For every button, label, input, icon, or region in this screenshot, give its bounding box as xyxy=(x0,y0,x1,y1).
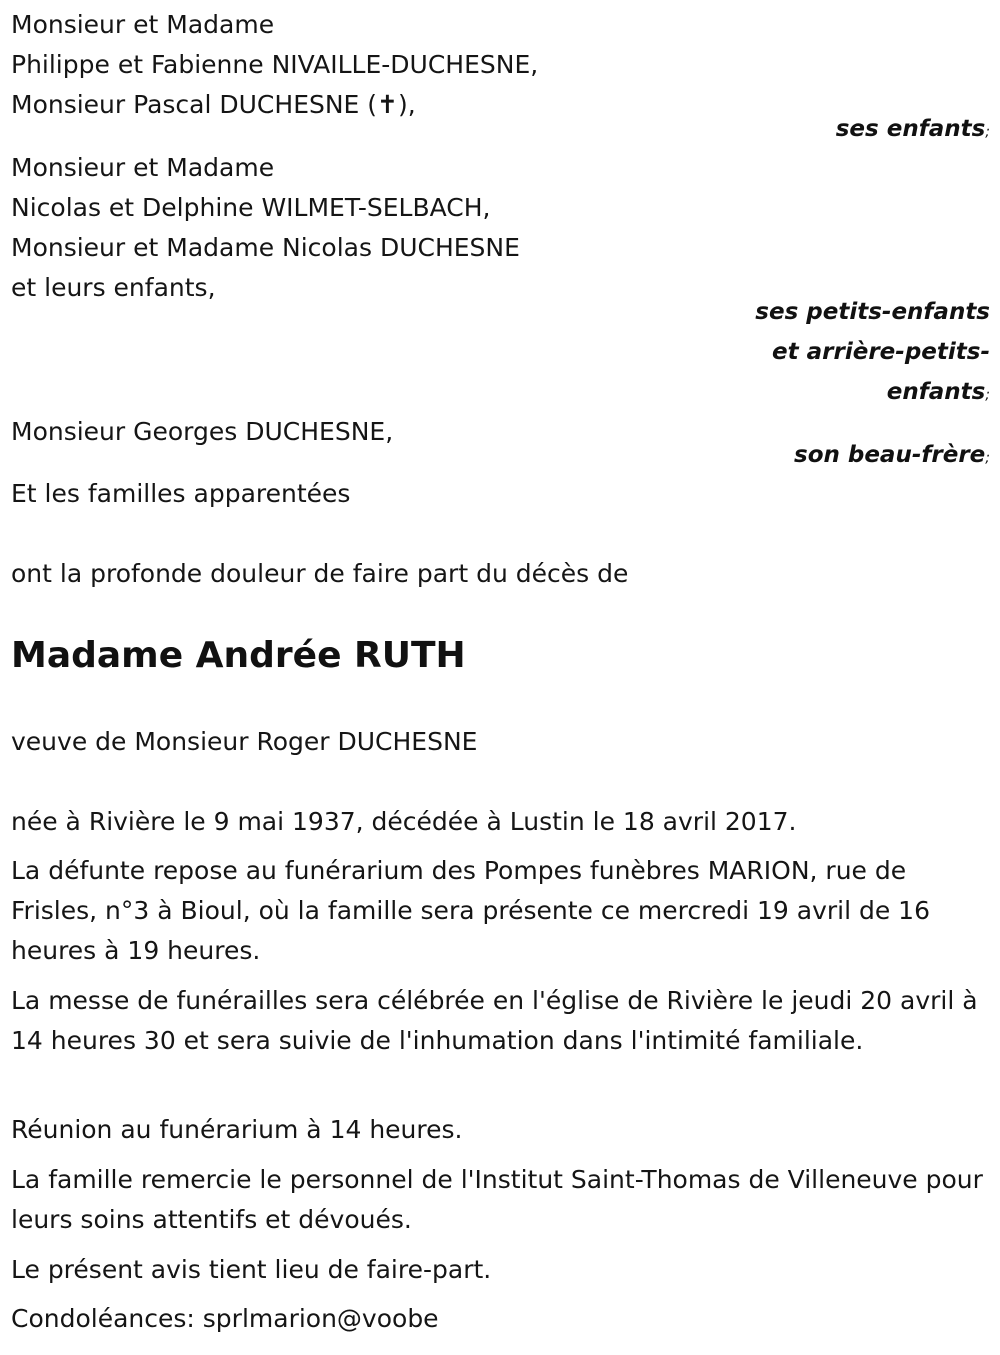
relationship-label-grandchildren: et arrière-petits- xyxy=(772,339,990,365)
announcement-intro: ont la profonde douleur de faire part du décès de xyxy=(11,559,629,588)
family-line: Monsieur et Madame Nicolas DUCHESNE xyxy=(11,233,520,262)
funeral-mass-paragraph: La messe de funérailles sera célébrée en l'église de Rivière le jeudi 20 avril à 14 heures 30 et sera suivie de l'inhumation dans l'intimité familiale. xyxy=(11,986,978,1055)
relationship-label-children xyxy=(836,109,990,152)
family-line: et leurs enfants, xyxy=(11,273,216,302)
notice-line: Le présent avis tient lieu de faire-part. xyxy=(11,1255,492,1284)
family-line: Monsieur Georges DUCHESNE, xyxy=(11,417,394,446)
family-line: Monsieur Pascal DUCHESNE (✝), xyxy=(11,90,416,119)
birth-death-line: née à Rivière le 9 mai 1937, décédée à Lustin le 18 avril 2017. xyxy=(11,807,797,836)
deceased-name: Madame Andrée RUTH xyxy=(11,635,466,676)
semicolon: ; xyxy=(985,124,990,140)
relationship-label-grandchildren xyxy=(887,372,990,415)
family-line: Philippe et Fabienne NIVAILLE-DUCHESNE, xyxy=(11,50,539,79)
semicolon: ; xyxy=(985,387,990,403)
family-line: Et les familles apparentées xyxy=(11,479,351,508)
relationship-text: ses enfants xyxy=(835,116,986,142)
thanks-paragraph: La famille remercie le personnel de l'Institut Saint-Thomas de Villeneuve pour leurs soins attentifs et dévoués. xyxy=(11,1165,983,1234)
family-line: Monsieur et Madame xyxy=(11,10,275,39)
reunion-line: Réunion au funérarium à 14 heures. xyxy=(11,1115,463,1144)
relationship-label-grandchildren: ses petits-enfants xyxy=(755,299,990,325)
funerarium-paragraph: La défunte repose au funérarium des Pompes funèbres MARION, rue de Frisles, n°3 à Bioul, où la famille sera présente ce mercredi 19 avril de 16 heures à 19 heures. xyxy=(11,856,930,965)
family-line: Nicolas et Delphine WILMET-SELBACH, xyxy=(11,193,491,222)
widow-of-line: veuve de Monsieur Roger DUCHESNE xyxy=(11,727,478,756)
relationship-text: son beau-frère xyxy=(794,442,986,468)
relationship-label-brother-in-law xyxy=(794,435,990,478)
relationship-text: enfants xyxy=(886,379,986,405)
family-line: Monsieur et Madame xyxy=(11,153,275,182)
condolences-line: Condoléances: sprlmarion@voobe xyxy=(11,1304,439,1333)
semicolon: ; xyxy=(985,450,990,466)
